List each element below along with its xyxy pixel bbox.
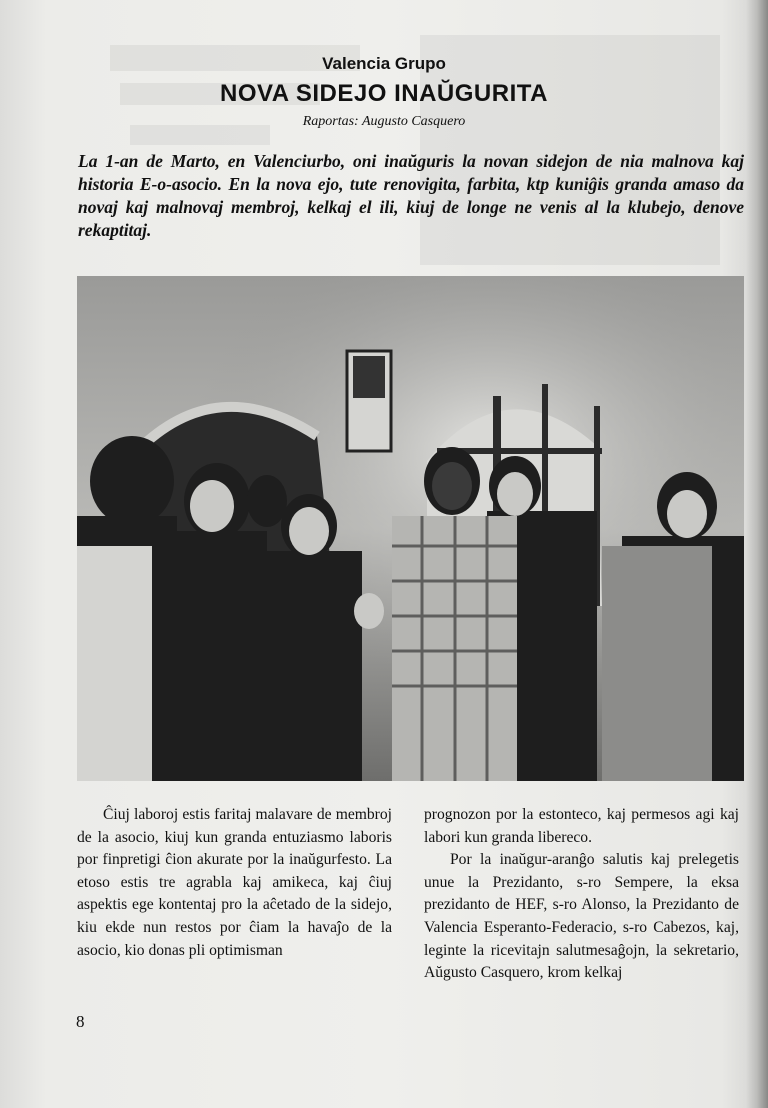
body-paragraph: Ĉiuj laboroj estis faritaj malavare de membroj de la asocio, kiuj kun granda entuziasmo laboris por finpretigi ĉion akurate por la inaŭgurfesto. La etoso estis tre agrabla kaj amikeca, kaj ĉiuj aspektis ege kontentaj pro la aĉetado de la sidejo, kiu ekde nun restos por ĉiam la havaĵo de la asocio, kio donas pli optimisman — [77, 806, 392, 959]
byline: Raportas: Augusto Casquero — [302, 114, 466, 129]
body-paragraph-continuation: prognozon por la estonteco, kaj permesos agi kaj labori kun granda libereco. — [424, 806, 739, 846]
body-column-left — [77, 804, 392, 962]
article-title: NOVA SIDEJO INAŬGURITA — [220, 80, 548, 107]
lede-paragraph: La 1-an de Marto, en Valenciurbo, oni inaŭguris la novan sidejon de nia malnova kaj historia E-o-asocio. En la nova ejo, tute renovigita, farbita, ktp kuniĝis granda amaso da novaj kaj malnovaj membroj, kelkaj el ili, kiuj de longe ne venis al la klubejo, denove rekaptitaj. — [78, 151, 744, 240]
page-number: 8 — [76, 1012, 85, 1031]
group-photo — [77, 276, 744, 781]
body-column-right — [424, 804, 739, 985]
body-paragraph: Por la inaŭgur-aranĝo salutis kaj prelegetis unue la Prezidanto, s-ro Sempere, la eksa prezidanto de HEF, s-ro Alonso, la Prezidanto de Valencia Esperanto-Federacio, s-ro Cabezos, kaj, leginte la ricevitajn salutmesaĝojn, la sekretario, Aŭgusto Casquero, krom kelkaj — [424, 851, 739, 982]
group-photo-icon — [77, 276, 744, 781]
binding-shadow — [746, 0, 768, 1108]
section-kicker: Valencia Grupo — [322, 54, 446, 73]
